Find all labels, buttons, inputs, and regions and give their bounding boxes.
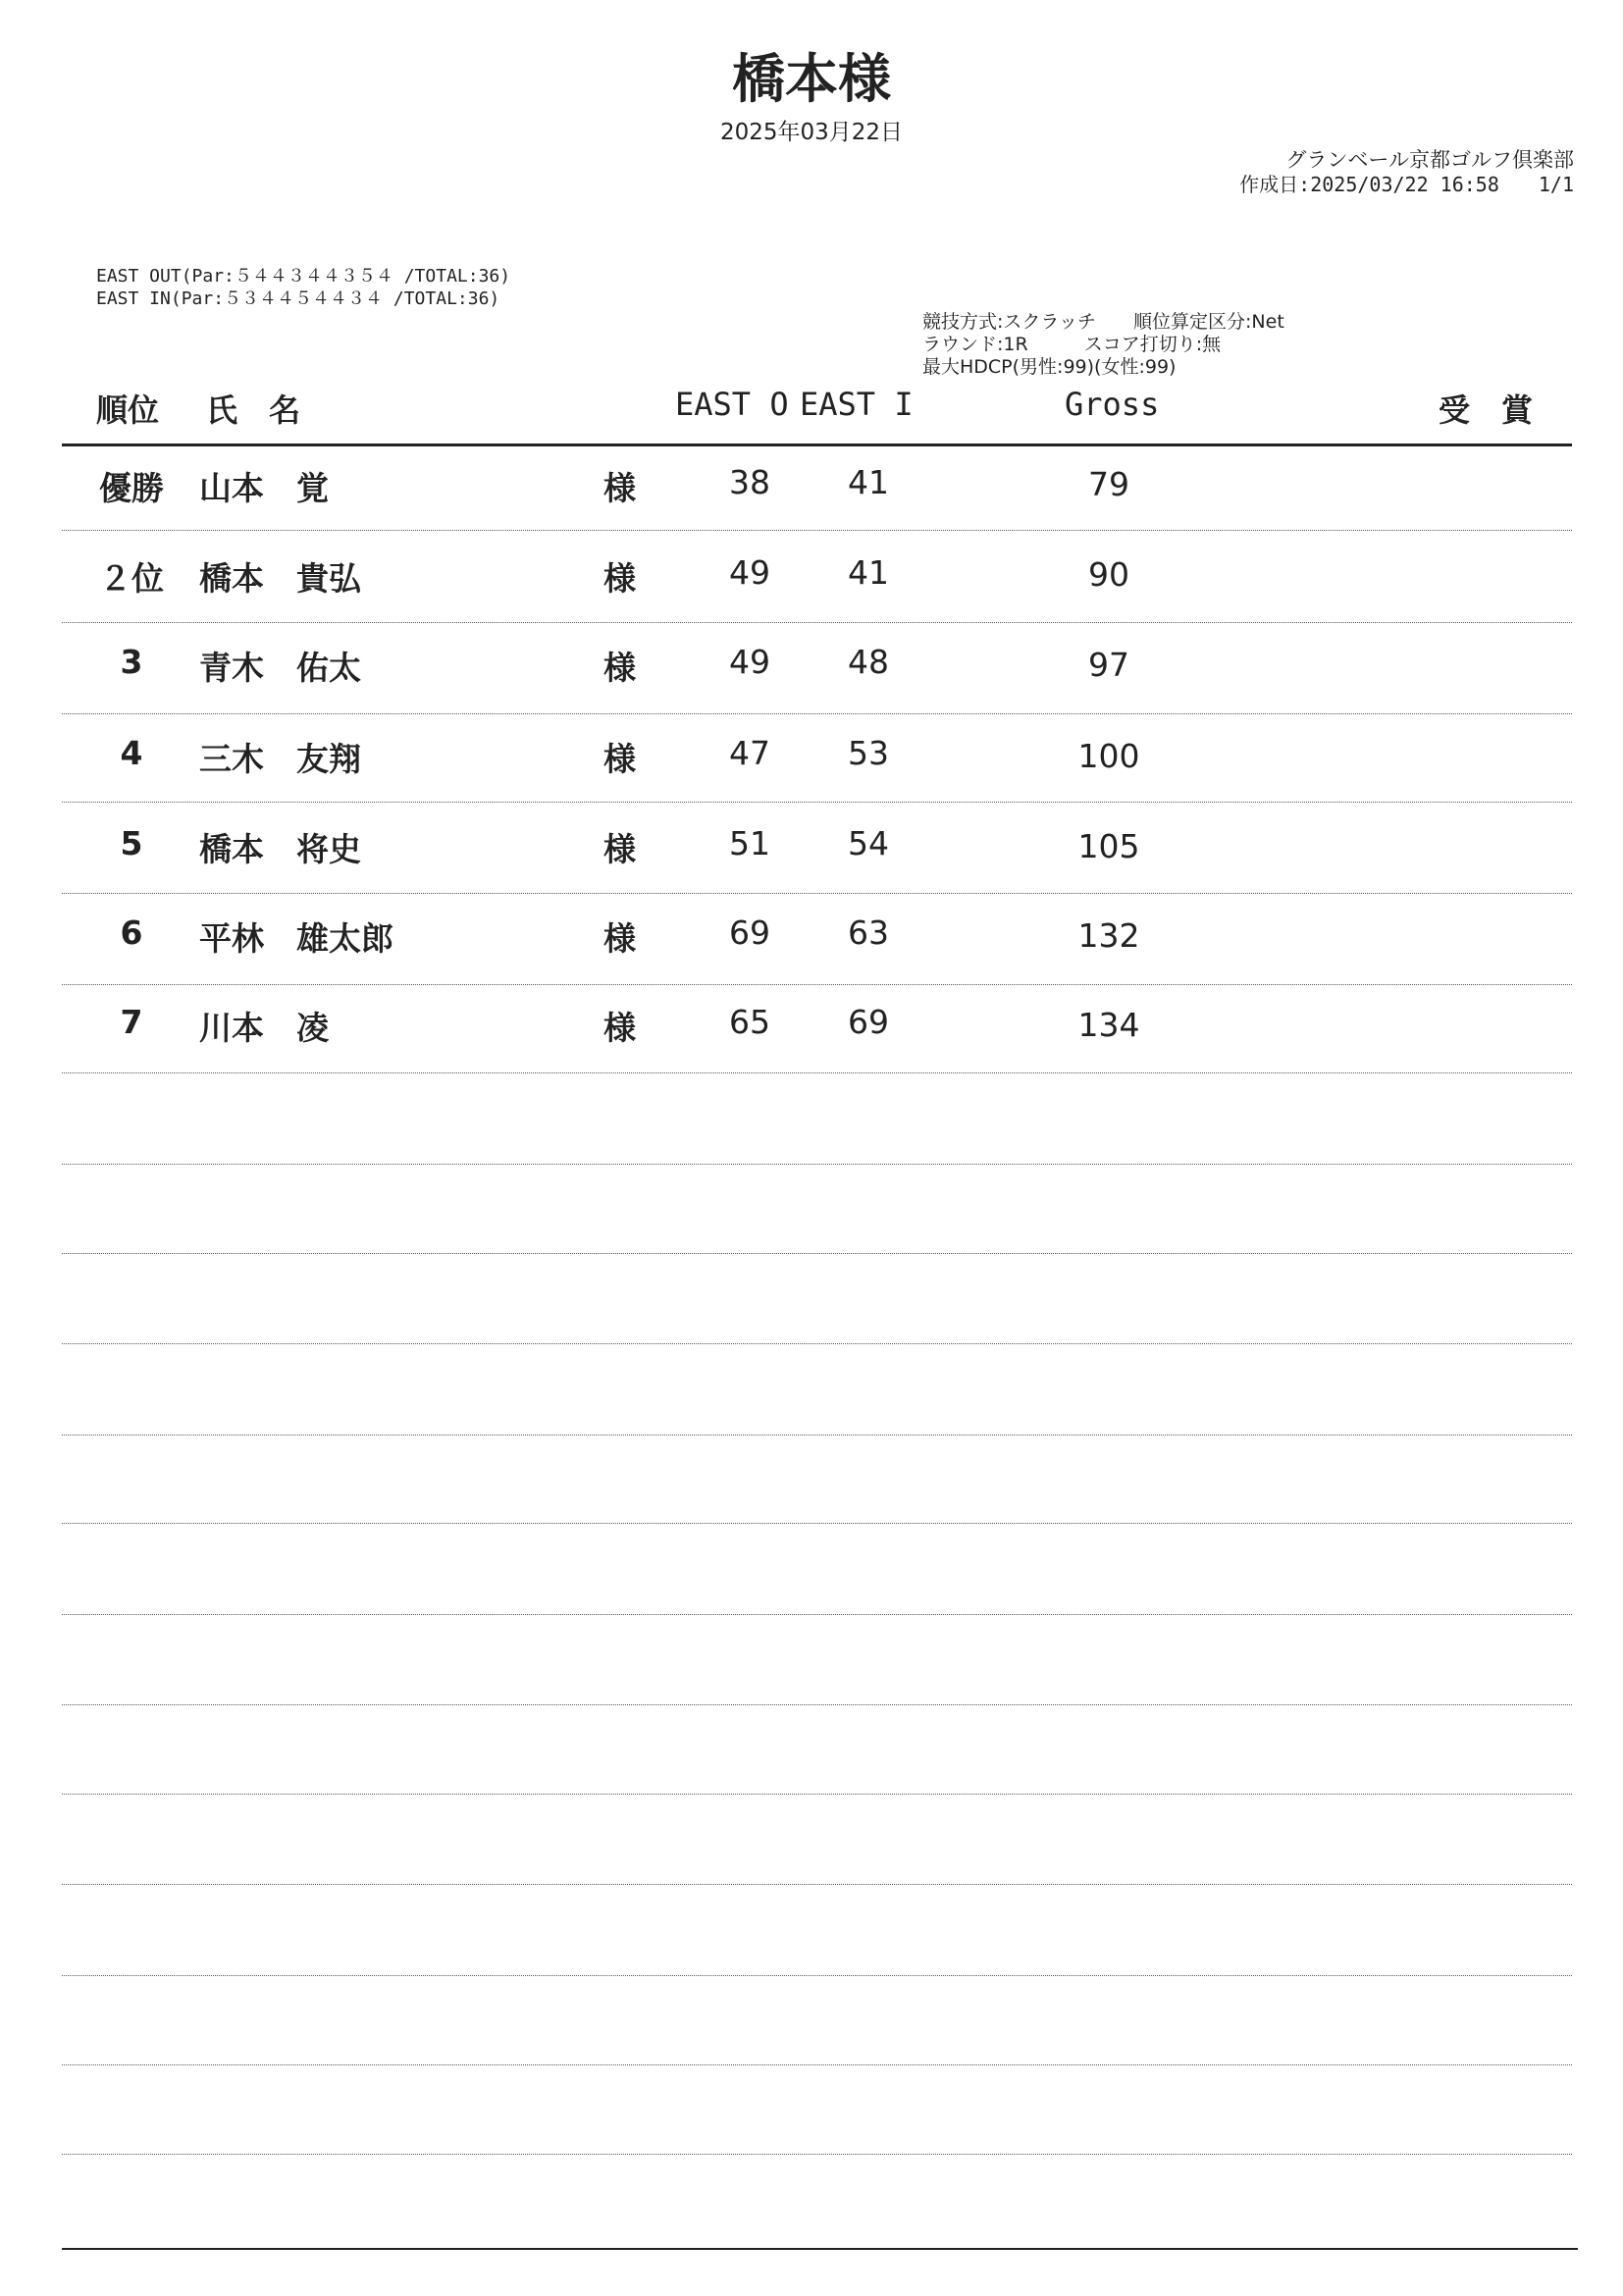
row-divider bbox=[62, 1975, 1572, 1976]
page-number: 1/1 bbox=[1538, 173, 1574, 196]
row-divider bbox=[62, 893, 1572, 894]
gross-cell: 105 bbox=[1077, 827, 1140, 865]
row-divider bbox=[62, 1614, 1572, 1615]
honorific-cell: 様 bbox=[603, 559, 636, 598]
rules-line-2: ラウンド:1R スコア打切り:無 bbox=[922, 334, 1222, 355]
honorific-cell: 様 bbox=[603, 740, 636, 778]
row-divider bbox=[62, 1884, 1572, 1885]
name-cell: 平林 雄太郎 bbox=[199, 919, 393, 958]
name-cell: 川本 凌 bbox=[199, 1009, 329, 1047]
name-cell: 青木 佑太 bbox=[199, 649, 361, 687]
rank-cell: 優勝 bbox=[99, 469, 164, 507]
rules-line-3: 最大HDCP(男性:99)(女性:99) bbox=[922, 356, 1177, 378]
honorific-cell: 様 bbox=[603, 919, 636, 958]
honorific-cell: 様 bbox=[603, 649, 636, 687]
rank-cell: 7 bbox=[120, 1003, 143, 1041]
gross-cell: 97 bbox=[1088, 646, 1129, 684]
east-in-cell: 48 bbox=[848, 643, 889, 681]
east-in-cell: 41 bbox=[848, 463, 889, 501]
row-divider bbox=[62, 1072, 1572, 1073]
header-east-out: EAST O bbox=[675, 386, 789, 423]
name-cell: 橋本 将史 bbox=[199, 830, 361, 868]
row-divider bbox=[62, 1164, 1572, 1165]
east-out-cell: 49 bbox=[729, 553, 770, 592]
honorific-cell: 様 bbox=[603, 1009, 636, 1047]
row-divider bbox=[62, 713, 1572, 714]
row-divider bbox=[62, 2064, 1572, 2065]
row-divider bbox=[62, 1253, 1572, 1254]
east-in-cell: 69 bbox=[848, 1003, 889, 1041]
row-divider bbox=[62, 622, 1572, 623]
row-divider bbox=[62, 530, 1572, 531]
name-cell: 三木 友翔 bbox=[199, 740, 361, 778]
rank-cell: 6 bbox=[120, 913, 143, 952]
row-divider bbox=[62, 802, 1572, 803]
gross-cell: 79 bbox=[1088, 465, 1129, 503]
row-divider bbox=[62, 1794, 1572, 1795]
east-out-cell: 65 bbox=[729, 1003, 770, 1041]
name-cell: 橋本 貴弘 bbox=[199, 559, 361, 598]
rank-cell: 4 bbox=[120, 734, 143, 772]
gross-cell: 100 bbox=[1077, 737, 1140, 775]
east-out-cell: 51 bbox=[729, 824, 770, 862]
header-divider bbox=[62, 444, 1572, 446]
event-date: 2025年03月22日 bbox=[719, 120, 904, 145]
east-out-cell: 38 bbox=[729, 463, 770, 501]
east-out-cell: 69 bbox=[729, 913, 770, 952]
row-divider bbox=[62, 2154, 1572, 2155]
honorific-cell: 様 bbox=[603, 830, 636, 868]
row-divider bbox=[62, 1704, 1572, 1705]
row-divider bbox=[62, 984, 1572, 985]
rank-cell: 5 bbox=[120, 824, 143, 862]
header-name: 氏 名 bbox=[206, 391, 301, 429]
created-date: 作成日:2025/03/22 16:58 bbox=[1239, 173, 1499, 196]
club-name: グランベール京都ゴルフ倶楽部 bbox=[1285, 148, 1574, 172]
gross-cell: 134 bbox=[1077, 1006, 1140, 1044]
honorific-cell: 様 bbox=[603, 469, 636, 507]
header-award: 受 賞 bbox=[1439, 391, 1534, 429]
gross-cell: 90 bbox=[1088, 555, 1129, 594]
east-out-cell: 49 bbox=[729, 643, 770, 681]
east-in-cell: 63 bbox=[848, 913, 889, 952]
rules-line-1: 競技方式:スクラッチ 順位算定区分:Net bbox=[922, 311, 1284, 333]
footer-divider bbox=[62, 2248, 1578, 2250]
rank-cell: ２位 bbox=[99, 559, 164, 598]
page-title: 橋本様 bbox=[732, 48, 891, 110]
east-in-cell: 53 bbox=[848, 734, 889, 772]
course-out-par: EAST OUT(Par:５４４３４４３５４ /TOTAL:36) bbox=[96, 266, 511, 287]
east-in-cell: 41 bbox=[848, 553, 889, 592]
course-in-par: EAST IN(Par:５３４４５４４３４ /TOTAL:36) bbox=[96, 288, 500, 309]
name-cell: 山本 覚 bbox=[199, 469, 329, 507]
east-out-cell: 47 bbox=[729, 734, 770, 772]
header-east-in: EAST I bbox=[800, 386, 914, 423]
gross-cell: 132 bbox=[1077, 916, 1140, 955]
row-divider bbox=[62, 1523, 1572, 1524]
row-divider bbox=[62, 1343, 1572, 1344]
header-rank: 順位 bbox=[96, 391, 160, 429]
east-in-cell: 54 bbox=[848, 824, 889, 862]
header-gross: Gross bbox=[1065, 386, 1160, 423]
created-info bbox=[1239, 169, 1574, 197]
rank-cell: 3 bbox=[120, 643, 143, 681]
